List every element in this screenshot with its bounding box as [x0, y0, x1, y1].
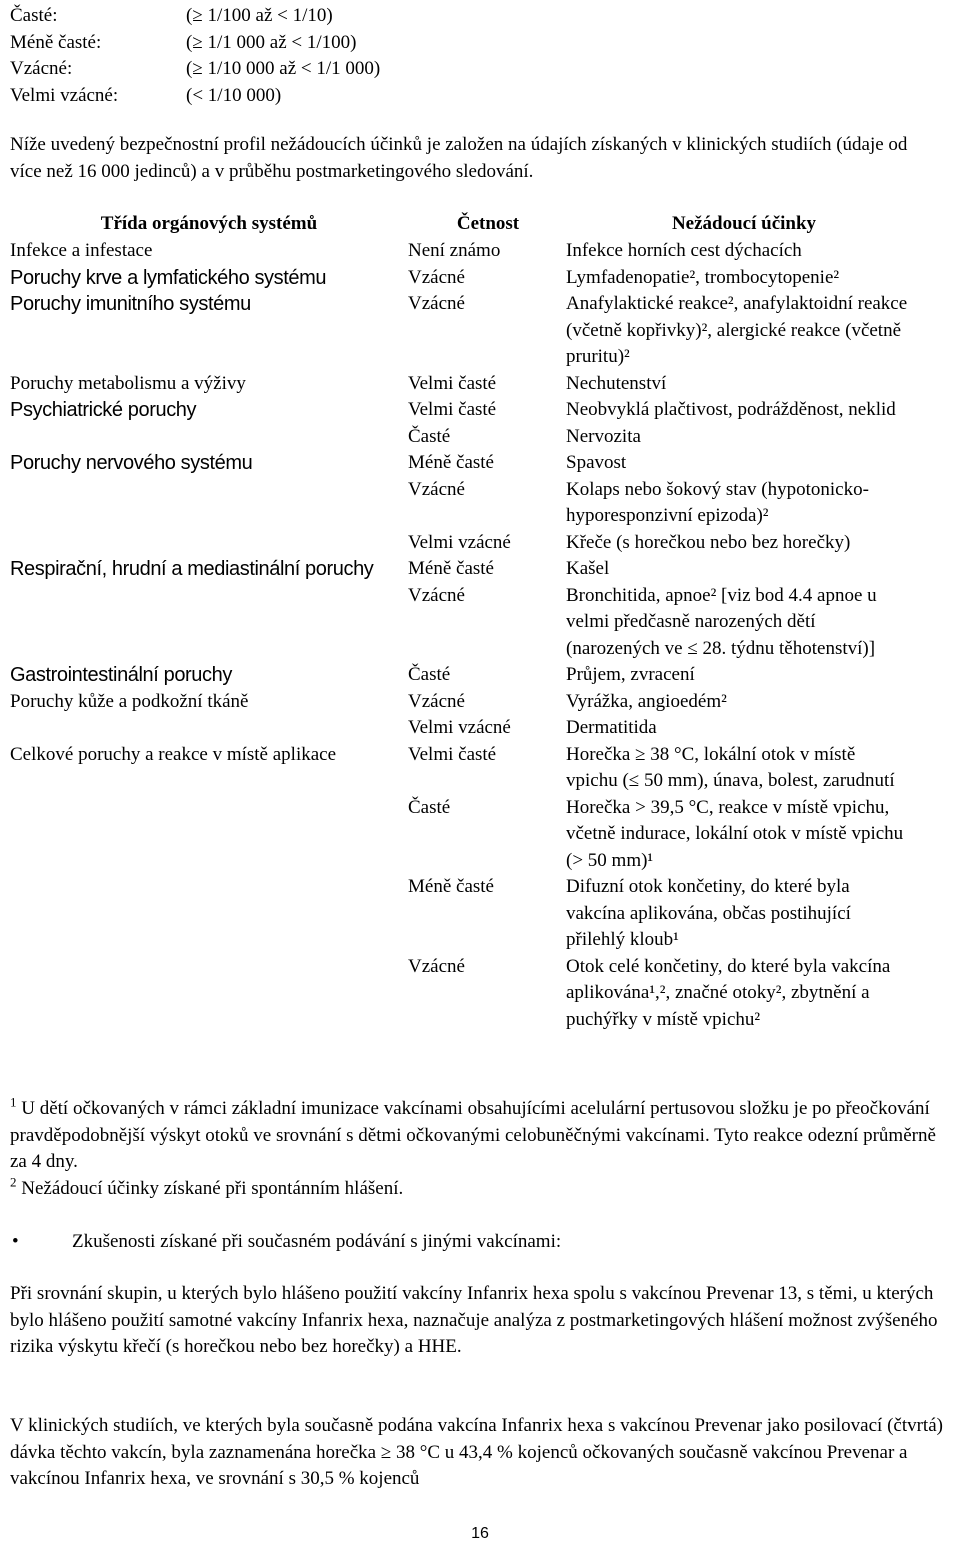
- soc-cell: Poruchy nervového systému: [10, 452, 253, 474]
- paragraph-clinical-studies: V klinických studiích, ve kterých byla současně podána vakcína Infanrix hexa s vakcínou Prevenar jako posilovací (čtvrtá) dávka těchto vakcín, byla zaznamenána horečka ≥ 38 °C u 43,4 % kojenců očkovaných současně vakcínou Prevenar a vakcínou Infanrix hexa, ve srovnání s 30,5 % kojenců: [10, 1415, 943, 1489]
- adverse-effects-table: [10, 211, 920, 1033]
- header-effects: Nežádoucí účinky: [671, 213, 817, 234]
- footnote-mark: 2: [10, 1174, 17, 1190]
- frequency-range: (< 1/10 000): [186, 84, 282, 106]
- table-row-group: [10, 742, 920, 1034]
- effects-cell: Dermatitida: [566, 717, 657, 738]
- header-frequency: Četnost: [456, 213, 520, 234]
- effects-cell: Spavost: [566, 452, 627, 473]
- table-row: [408, 874, 920, 954]
- effects-cell: Otok celé končetiny, do které byla vakcína aplikována¹,², značné otoky², zbytnění a puchýřky v místě vpichu²: [566, 955, 891, 1030]
- effects-cell: Vyrážka, angioedém²: [566, 690, 727, 712]
- footnote-mark: 1: [10, 1094, 17, 1110]
- header-soc: Třída orgánových systémů: [100, 213, 318, 234]
- effects-cell: Neobvyklá plačtivost, podrážděnost, neklid: [566, 399, 896, 420]
- frequency-cell: Vzácné: [408, 266, 465, 288]
- frequency-definitions: [10, 3, 380, 109]
- footnote-text: U dětí očkovaných v rámci základní imunizace vakcínami obsahujícími acelulární pertusovou složku je po přeočkování pravděpodobnější výskyt otoků ve srovnání s dětmi očkovanými celobuněčnými vakcínami. Tyto reakce odezní průměrně za 4 dny.: [10, 1098, 936, 1172]
- frequency-row: [10, 30, 380, 57]
- table-row: [408, 954, 920, 1034]
- intro-paragraph: Níže uvedený bezpečnostní profil nežádoucích účinků je založen na údajích získaných v klinických studiích (údaje od více než 16 000 jedinců) a v průběhu postmarketingového sledování.: [10, 134, 908, 182]
- effects-cell: Difuzní otok končetiny, do které byla vakcína aplikována, občas postihující přilehlý kloub¹: [566, 876, 851, 950]
- table-row: [408, 662, 920, 689]
- frequency-cell: Časté: [408, 425, 451, 447]
- effects-cell: Lymfadenopatie², trombocytopenie²: [566, 266, 840, 288]
- table-row: [408, 424, 920, 451]
- table-row: [408, 291, 920, 371]
- frequency-row: [10, 83, 380, 110]
- frequency-cell: Vzácné: [408, 955, 465, 977]
- frequency-range: (≥ 1/10 000 až < 1/1 000): [186, 58, 381, 79]
- effects-cell: Anafylaktické reakce², anafylaktoidní reakce (včetně kopřivky)², alergické reakce (včetně pruritu)²: [566, 293, 908, 367]
- frequency-row: [10, 56, 380, 83]
- effects-cell: Infekce horních cest dýchacích: [566, 240, 802, 261]
- effects-cell: Horečka ≥ 38 °C, lokální otok v místě vpichu (≤ 50 mm), únava, bolest, zarudnutí: [566, 743, 895, 791]
- frequency-range: (≥ 1/1 000 až < 1/100): [186, 31, 357, 53]
- frequency-cell: Velmi vzácné: [408, 717, 511, 738]
- table-row: [408, 795, 920, 875]
- frequency-cell: Vzácné: [408, 478, 465, 500]
- soc-cell: Poruchy metabolismu a výživy: [10, 372, 246, 394]
- page-number: 16: [471, 1525, 489, 1542]
- soc-cell: Poruchy imunitního systému: [10, 293, 251, 315]
- effects-cell: Kašel: [566, 558, 610, 579]
- soc-cell: Respirační, hrudní a mediastinální poruchy: [10, 558, 374, 580]
- table-row: [408, 715, 920, 742]
- table-row-group: [10, 450, 920, 556]
- table-row: [408, 450, 920, 477]
- table-row-group: [10, 291, 920, 371]
- frequency-cell: Vzácné: [408, 690, 465, 712]
- frequency-cell: Méně časté: [408, 558, 494, 579]
- effects-cell: Nechutenství: [566, 372, 667, 394]
- frequency-cell: Méně časté: [408, 452, 494, 473]
- bullet-item: [10, 1229, 561, 1256]
- frequency-cell: Vzácné: [408, 293, 465, 314]
- bullet-icon: •: [12, 1231, 19, 1252]
- table-row: [408, 238, 920, 265]
- table-row: [408, 477, 920, 530]
- table-header: [10, 211, 920, 238]
- footnote-1: [10, 1096, 940, 1176]
- effects-cell: Kolaps nebo šokový stav (hypotonicko-hyporesponzivní epizoda)²: [566, 478, 869, 526]
- frequency-cell: Velmi vzácné: [408, 531, 511, 553]
- effects-cell: Horečka > 39,5 °C, reakce v místě vpichu, včetně indurace, lokální otok v místě vpichu (> 50 mm)¹: [566, 796, 904, 871]
- soc-cell: Poruchy krve a lymfatického systému: [10, 266, 327, 289]
- footnote-2: [10, 1176, 940, 1203]
- table-row-group: [10, 397, 920, 450]
- frequency-range: (≥ 1/100 až < 1/10): [186, 5, 333, 26]
- table-row: [408, 530, 920, 557]
- footnotes: [10, 1096, 940, 1202]
- frequency-cell: Není známo: [408, 240, 501, 261]
- effects-cell: Bronchitida, apnoe² [viz bod 4.4 apnoe u velmi předčasně narozených dětí (narozených ve ≤ 28. týdnu těhotenství)]: [566, 584, 877, 659]
- table-row-group: [10, 371, 920, 398]
- footnote-text: Nežádoucí účinky získané při spontánním hlášení.: [21, 1177, 404, 1199]
- frequency-cell: Vzácné: [408, 584, 465, 606]
- frequency-term: Méně časté:: [10, 31, 102, 53]
- frequency-cell: Velmi časté: [408, 399, 497, 420]
- frequency-term: Velmi vzácné:: [10, 84, 119, 106]
- frequency-cell: Časté: [408, 664, 451, 685]
- table-row: [408, 265, 920, 292]
- soc-cell: Gastrointestinální poruchy: [10, 664, 232, 686]
- soc-cell: Celkové poruchy a reakce v místě aplikace: [10, 743, 337, 765]
- table-body: [10, 238, 920, 1033]
- table-row: [408, 583, 920, 663]
- table-row-group: [10, 662, 920, 689]
- frequency-cell: Časté: [408, 796, 451, 818]
- soc-cell: Poruchy kůže a podkožní tkáně: [10, 690, 249, 712]
- frequency-cell: Velmi časté: [408, 743, 497, 765]
- frequency-term: Časté:: [10, 5, 58, 26]
- frequency-term: Vzácné:: [10, 58, 73, 79]
- table-row-group: [10, 238, 920, 265]
- effects-cell: Křeče (s horečkou nebo bez horečky): [566, 531, 851, 553]
- table-row: [408, 397, 920, 424]
- effects-cell: Nervozita: [566, 425, 641, 447]
- table-row-group: [10, 265, 920, 292]
- table-row: [408, 371, 920, 398]
- table-row: [408, 742, 920, 795]
- table-row-group: [10, 689, 920, 742]
- effects-cell: Průjem, zvracení: [566, 664, 695, 685]
- bullet-text: Zkušenosti získané při současném podávání s jinými vakcínami:: [72, 1231, 562, 1252]
- soc-cell: Infekce a infestace: [10, 240, 153, 261]
- table-row-group: [10, 556, 920, 662]
- table-row: [408, 689, 920, 716]
- soc-cell: Psychiatrické poruchy: [10, 399, 197, 421]
- paragraph-co-administration: Při srovnání skupin, u kterých bylo hlášeno použití vakcíny Infanrix hexa spolu s vakcínou Prevenar 13, s těmi, u kterých bylo hlášeno použití samotné vakcíny Infanrix hexa, naznačuje analýza z postmarketingových hlášení možnost zvýšeného rizika výskytu křečí (s horečkou nebo bez horečky) a HHE.: [10, 1283, 938, 1357]
- frequency-row: [10, 3, 380, 30]
- table-row: [408, 556, 920, 583]
- frequency-cell: Velmi časté: [408, 372, 497, 394]
- frequency-cell: Méně časté: [408, 876, 494, 897]
